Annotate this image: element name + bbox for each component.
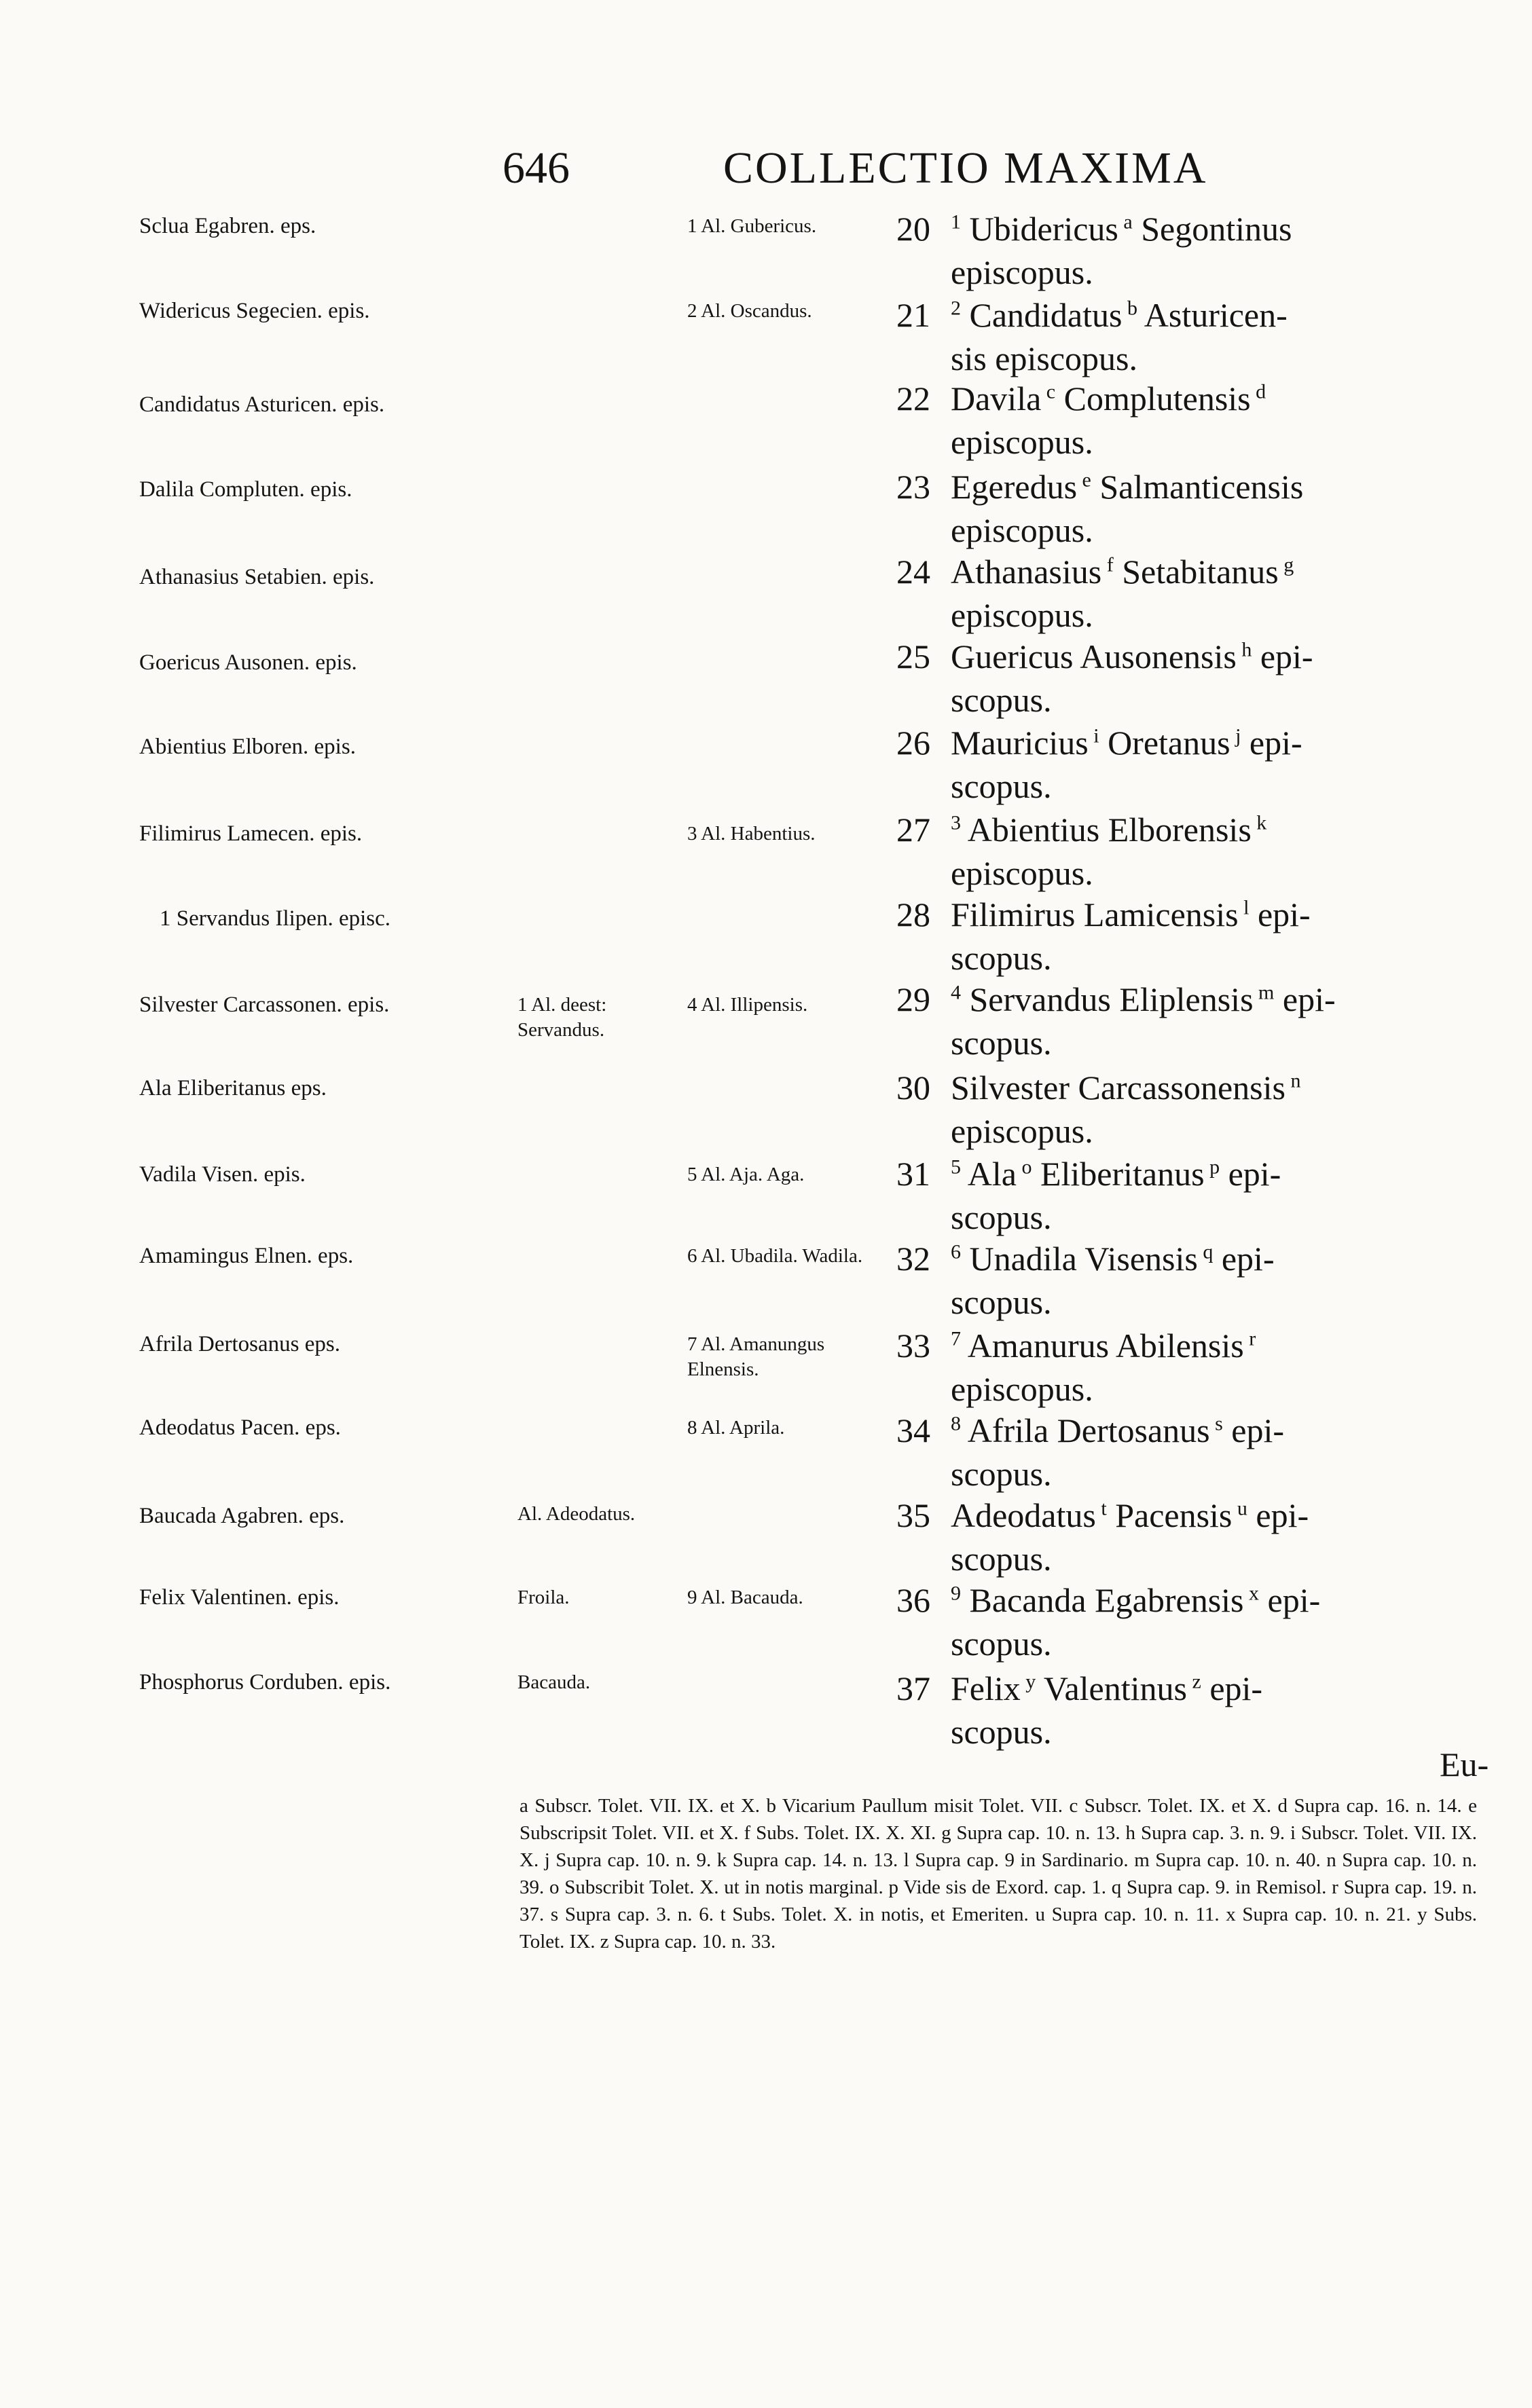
footnote-marker: x [1243,1582,1260,1605]
entry-number: 23 [896,468,930,506]
entry-line-2: scopus. [951,1024,1052,1062]
see-name: Valentinus [1043,1669,1187,1707]
entry-number: 33 [896,1327,930,1365]
catchword: Eu- [1440,1745,1489,1783]
left-entry: Silvester Carcassonen. epis. [139,993,390,1017]
footnote-marker: e [1077,468,1091,492]
entry-line-1 [896,1327,1256,1365]
entry [896,1409,1494,1496]
variant-note: 8 Al. Aprila. [687,1417,785,1439]
variant-note: 5 Al. Aja. Aga. [687,1164,805,1185]
footnote: y Subs. Tolet. IX. [519,1904,1478,1952]
hyphenated-word: epi- [1256,1496,1309,1534]
entry-line-1 [896,553,1294,591]
left-entry: Amamingus Elnen. eps. [139,1244,354,1268]
see-name: Visensis [1084,1240,1198,1278]
entry-line-1 [896,1411,1284,1449]
footnote-marker: l [1238,896,1250,919]
bishop-name: Ubidericus [969,210,1118,248]
footnote-marker: h [1236,638,1252,661]
hyphenated-word: epi- [1249,724,1302,762]
footnote: x Supra cap. 10. n. 21. [1226,1904,1418,1925]
footnote: f Subs. Tolet. IX. X. XI. [744,1822,942,1844]
variant-index: 5 [951,1155,961,1179]
entry-number: 21 [896,296,930,334]
footnote-marker: t [1095,1497,1107,1520]
see-name: Segontinus [1141,210,1292,248]
entry-line-2: episcopus. [951,854,1093,892]
variant-note: 7 Al. Amanungus Elnensis. [687,1333,825,1380]
page-number: 646 [503,143,570,193]
entry-number: 22 [896,379,930,418]
entry [896,1667,1494,1754]
see-name: Dertosanus [1057,1411,1210,1449]
left-entry: Dalila Compluten. epis. [139,477,352,502]
entry-line-2: scopus. [951,1625,1052,1663]
bishop-name: Filimirus [951,895,1076,933]
bishop-name: Davila [951,379,1042,418]
variant-note: Froila. [517,1587,570,1608]
footnote: t Subs. Tolet. X. in notis, et Emeriten. [720,1904,1036,1925]
entry-line-1 [896,811,1266,849]
entry-number: 37 [896,1669,930,1707]
footnote: d Supra cap. 16. n. 14. [1277,1795,1469,1817]
left-entry: Widericus Segecien. epis. [139,299,370,323]
see-name: Carcassonensis [1078,1069,1285,1107]
entry-line-2: episcopus. [951,596,1093,634]
entry [896,1152,1494,1239]
see-name: Salmanticensis [1099,468,1304,506]
hyphenated-word: epi- [1267,1581,1321,1619]
variant-note: 6 Al. Ubadila. Wadila. [687,1245,863,1267]
bishop-name: Egeredus [951,468,1078,506]
entry-line-1 [896,1240,1275,1278]
entry-number: 35 [896,1496,930,1534]
variant-index: 2 [951,297,961,320]
variant-index: 6 [951,1240,961,1263]
entry-number: 29 [896,980,930,1018]
entry [896,1578,1494,1665]
see-name: Oretanus [1108,724,1230,762]
see-name: Complutensis [1063,379,1251,418]
running-title: COLLECTIO MAXIMA [723,143,1208,193]
entry-line-2: scopus. [951,767,1052,805]
bishop-name: Bacanda [969,1581,1087,1619]
entry-line-2: scopus. [951,1540,1052,1578]
left-entry: Abientius Elboren. epis. [139,735,356,759]
footnote: j Supra cap. 10. n. 9. [544,1849,717,1871]
footnote-marker: m [1253,981,1275,1004]
hyphenated-word: epi- [1221,1240,1275,1278]
footnote: z Supra cap. 10. n. 33. [600,1931,776,1952]
footnote: s Supra cap. 3. n. 6. [550,1904,721,1925]
left-entry: Filimirus Lamecen. epis. [139,821,363,846]
bishop-name: Candidatus [969,296,1123,334]
bishop-name: Silvester [951,1069,1070,1107]
footnote: o Subscribit Tolet. X. ut in notis marginal. [549,1876,889,1898]
variant-note: Bacauda. [517,1671,591,1693]
footnote-marker: i [1088,724,1099,747]
footnote-marker: q [1197,1240,1214,1263]
entry [896,377,1494,464]
variant-note: Al. Adeodatus. [517,1503,636,1525]
entry [896,978,1494,1064]
entry [896,893,1494,980]
entry [896,721,1494,808]
variant-index: 3 [951,811,961,834]
variant-index: 7 [951,1327,961,1350]
bishop-name: Felix [951,1669,1021,1707]
footnote-marker: s [1209,1412,1223,1435]
footnote: i Subscr. Tolet. VII. IX. X. [519,1822,1477,1871]
variant-note: 1 Al. deest: Servandus. [517,994,607,1041]
entry [896,550,1494,637]
see-name: Pacensis [1115,1496,1233,1534]
footnote-marker: z [1187,1670,1201,1693]
left-entry: Candidatus Asturicen. epis. [139,392,385,417]
entry-number: 34 [896,1411,930,1449]
entry [896,1494,1494,1580]
entry-number: 25 [896,637,930,675]
entry [896,293,1494,380]
bishop-name: Unadila [969,1240,1077,1278]
entry [896,1237,1494,1324]
footnote: p Vide sis de Exord. cap. 1. [888,1876,1112,1898]
see-name: Egabrensis [1095,1581,1244,1619]
entry [896,207,1494,294]
left-entry: Phosphorus Corduben. epis. [139,1670,391,1694]
entry-line-1 [896,210,1292,248]
left-entry: Felix Valentinen. epis. [139,1585,340,1610]
variant-index: 9 [951,1582,961,1605]
entry-line-1 [896,1496,1309,1534]
entry-line-1 [896,724,1302,762]
footnote: b Vicarium Paullum misit Tolet. VII. [766,1795,1070,1817]
entry-number: 32 [896,1240,930,1278]
entry-line-2: sis episcopus. [951,339,1137,377]
footnote: e Subscripsit Tolet. VII. et X. [519,1795,1477,1844]
footnote-marker: c [1041,380,1056,403]
hyphenated-word: epi- [1257,895,1311,933]
left-entry: Sclua Egabren. eps. [139,214,316,238]
footnote-marker: a [1118,210,1133,234]
footnote-marker: j [1230,724,1241,747]
footnote-marker: r [1243,1327,1256,1350]
bishop-name: Afrila [967,1411,1049,1449]
variant-note: 3 Al. Habentius. [687,823,816,845]
entry-number: 30 [896,1069,930,1107]
entry-number: 31 [896,1155,930,1193]
variant-note: 4 Al. Illipensis. [687,994,808,1016]
footnote-marker: o [1016,1155,1032,1179]
variant-note: 1 Al. Gubericus. [687,215,817,237]
entry [896,1324,1494,1411]
entry-number: 20 [896,210,930,248]
footnote-marker: p [1204,1155,1220,1179]
bishop-name: Athanasius [951,553,1102,591]
bishop-name: Abientius [967,811,1100,849]
see-name: Setabitanus [1122,553,1279,591]
bishop-name: Mauricius [951,724,1089,762]
entry-number: 28 [896,895,930,933]
hyphenated-word: epi- [1282,980,1336,1018]
entry-line-1 [896,379,1266,418]
footnote: r Supra cap. 19. n. 37. [519,1876,1477,1925]
footnote: q Supra cap. 9. in Remisol. [1111,1876,1332,1898]
variant-index: 1 [951,210,961,234]
hyphenated-word: epi- [1231,1411,1285,1449]
footnote: u Supra cap. 10. n. 11. [1035,1904,1226,1925]
variant-note: 2 Al. Oscandus. [687,300,812,322]
entry-line-1 [896,1155,1281,1193]
footnote: n Supra cap. 10. n. 39. [519,1849,1477,1898]
see-name: Eliberitanus [1040,1155,1205,1193]
see-name: Abilensis [1115,1327,1244,1365]
entry-line-2: scopus. [951,1455,1052,1493]
entry-line-2: scopus. [951,1713,1052,1751]
entry-line-2: episcopus. [951,511,1093,549]
left-entry: Baucada Agabren. eps. [139,1504,345,1528]
hyphenated-word: epi- [1209,1669,1263,1707]
footnote: c Subscr. Tolet. IX. et X. [1069,1795,1278,1817]
see-name: Asturicen- [1144,296,1288,334]
footnote-marker: y [1020,1670,1036,1693]
entry-line-2: episcopus. [951,1370,1093,1408]
entry-line-1 [896,468,1303,506]
entry-line-2: scopus. [951,681,1052,719]
entry-line-1 [896,637,1313,675]
left-entry: Athanasius Setabien. epis. [139,565,375,589]
variant-note: 9 Al. Bacauda. [687,1587,803,1608]
left-entry: Afrila Dertosanus eps. [139,1332,341,1356]
entry [896,635,1494,722]
entry [896,1066,1494,1153]
left-entry: Adeodatus Pacen. eps. [139,1415,341,1440]
footnote-marker: d [1250,380,1266,403]
footnote-marker: k [1251,811,1267,834]
footnote: h Supra cap. 3. n. 9. [1125,1822,1290,1844]
entry-line-1 [896,1581,1320,1619]
entry-line-2: scopus. [951,1198,1052,1236]
entry-number: 26 [896,724,930,762]
bishop-name: Adeodatus [951,1496,1096,1534]
see-name: Eliplensis [1119,980,1254,1018]
variant-index: 4 [951,981,961,1004]
hyphenated-word: epi- [1228,1155,1281,1193]
see-name: Elborensis [1108,811,1252,849]
left-entry: Vadila Visen. epis. [139,1162,306,1187]
hyphenated-word: epi- [1260,637,1313,675]
entry-number: 27 [896,811,930,849]
see-name: Lamicensis [1083,895,1239,933]
footnote: k Supra cap. 14. n. 13. [716,1849,904,1871]
footnote-marker: b [1122,297,1137,320]
entry-line-1 [896,296,1288,334]
bishop-name: Ala [967,1155,1017,1193]
entry-line-1 [896,980,1336,1018]
entry-line-1 [896,1669,1262,1707]
footnote: l Supra cap. 9 in Sardinario. [903,1849,1135,1871]
bishop-name: Servandus [969,980,1111,1018]
entry-line-2: scopus. [951,939,1052,977]
entry-line-1 [896,1069,1300,1107]
footnote-marker: g [1278,553,1294,576]
entry-line-2: scopus. [951,1283,1052,1321]
left-entry: Ala Eliberitanus eps. [139,1076,327,1100]
entry [896,808,1494,895]
entry [896,465,1494,552]
footnote: g Supra cap. 10. n. 13. [941,1822,1126,1844]
entry-line-2: episcopus. [951,253,1093,291]
left-entry: Goericus Ausonen. epis. [139,650,357,675]
footnote-marker: f [1101,553,1114,576]
entry-number: 36 [896,1581,930,1619]
footnote: a Subscr. Tolet. VII. IX. et X. [519,1795,767,1817]
entry-line-2: episcopus. [951,1112,1093,1150]
entry-number: 24 [896,553,930,591]
left-entry: 1 Servandus Ilipen. episc. [160,906,391,931]
variant-index: 8 [951,1412,961,1435]
entry-line-2: episcopus. [951,423,1093,461]
footnote-marker: n [1285,1069,1301,1092]
footnotes [519,1792,1477,1955]
bishop-name: Amanurus [967,1327,1110,1365]
entry-line-1 [896,895,1311,933]
see-name: Ausonensis [1080,637,1237,675]
footnote-marker: u [1232,1497,1247,1520]
footnote: m Supra cap. 10. n. 40. [1134,1849,1327,1871]
bishop-name: Guericus [951,637,1074,675]
